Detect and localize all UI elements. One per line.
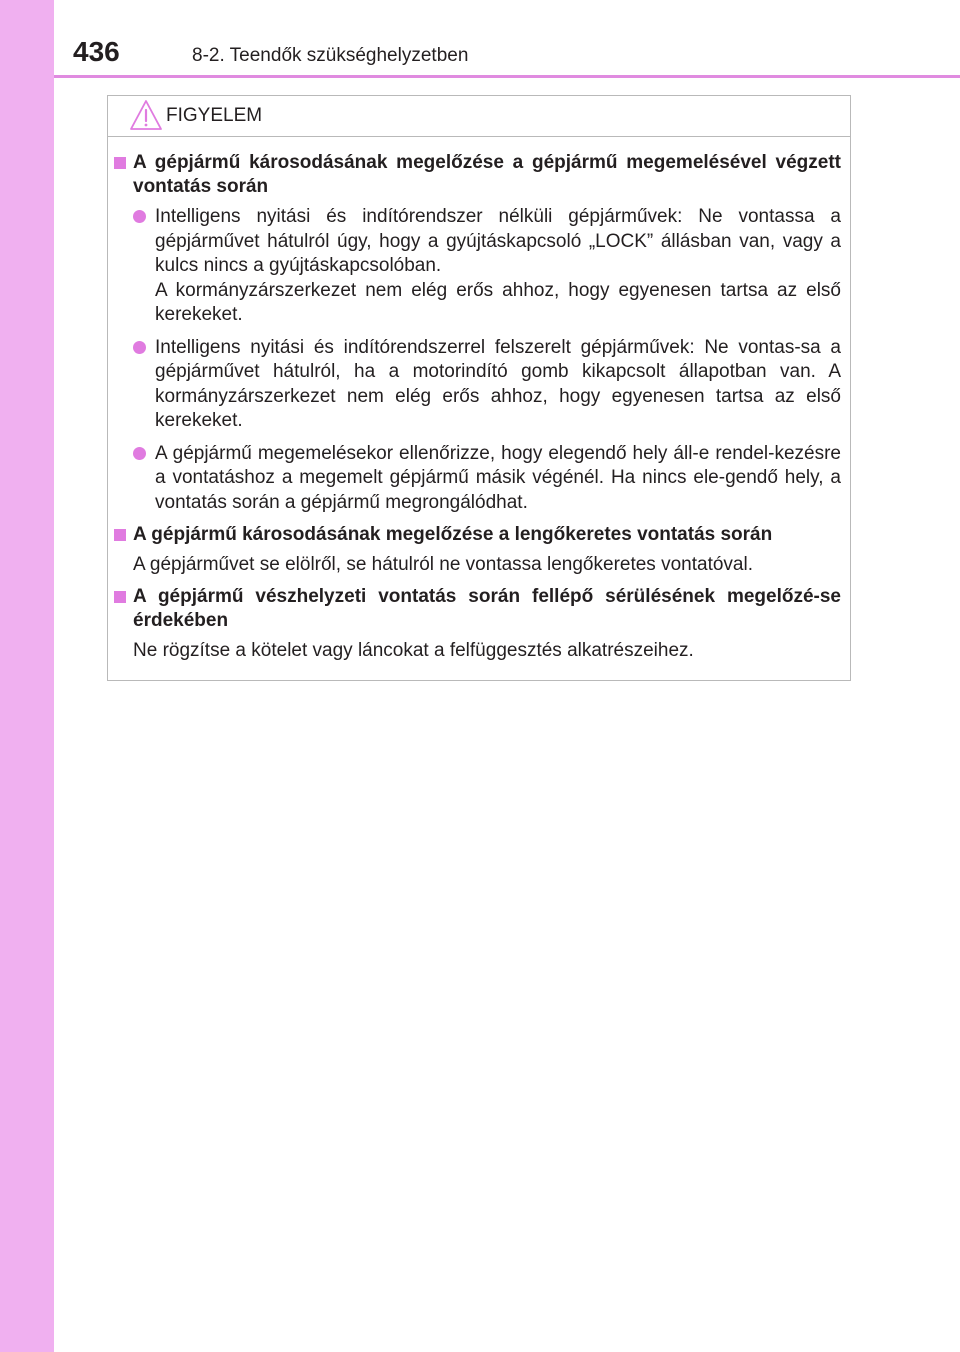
section-body: A gépjárművet se elölről, se hátulról ne vontassa lengőkeretes vontatóval. xyxy=(133,554,753,575)
round-bullet-icon xyxy=(133,447,146,460)
chapter-side-strip xyxy=(0,0,54,1352)
section-heading: A gépjármű károsodásának megelőzése a gépjármű megemelésével végzett vontatás során xyxy=(133,151,841,199)
page-number: 436 xyxy=(73,36,120,67)
item-paragraph: Intelligens nyitási és indítórendszer nélküli gépjárművek: Ne vontassa a gépjárművet hátulról úgy, hogy a gyújtáskapcsoló „LOCK” állásban van, vagy a kulcs nincs a gyújtáskapcsolóban. xyxy=(155,206,841,276)
square-bullet-icon xyxy=(114,529,126,541)
section-heading: A gépjármű károsodásának megelőzése a lengőkeretes vontatás során xyxy=(133,523,841,547)
section-body: Ne rögzítse a kötelet vagy láncokat a felfüggesztés alkatrészeihez. xyxy=(133,640,694,661)
list-item xyxy=(133,205,841,328)
item-paragraph: Intelligens nyitási és indítórendszerrel felszerelt gépjárművek: Ne vontas-sa a gépjárművet hátulról, ha a motorindító gomb kikapcsolt állapotban van. A kormányzárszerkezet nem elég erős ahhoz, hogy egyenesen tartsa az első kerekeket. xyxy=(155,336,841,431)
square-bullet-icon xyxy=(114,591,126,603)
warning-triangle-icon xyxy=(129,99,163,131)
section-title: 8-2. Teendők szükséghelyzetben xyxy=(192,45,469,66)
square-bullet-icon xyxy=(114,157,126,169)
section-heading: A gépjármű vészhelyzeti vontatás során fellépő sérülésének megelőzé-se érdekében xyxy=(133,585,841,633)
warning-label: FIGYELEM xyxy=(166,105,263,126)
item-paragraph: A kormányzárszerkezet nem elég erős ahhoz, hogy egyenesen tartsa az első kerekeket. xyxy=(155,279,841,325)
warning-section-sling-towing xyxy=(108,523,850,577)
round-bullet-icon xyxy=(133,210,146,223)
list-item xyxy=(133,442,841,516)
header-divider xyxy=(54,75,960,78)
warning-header xyxy=(108,96,850,137)
round-bullet-icon xyxy=(133,341,146,354)
warning-content xyxy=(108,151,850,671)
warning-section-vehicle-lift-towing xyxy=(108,151,850,515)
warning-section-emergency-towing xyxy=(108,585,850,663)
warning-box xyxy=(107,95,851,681)
list-item xyxy=(133,336,841,434)
item-paragraph: A gépjármű megemelésekor ellenőrizze, hogy elegendő hely áll-e rendel-kezésre a vontatáshoz a megemelt gépjármű másik végénél. Ha nincs ele-gendő hely, a vontatás során a gépjármű megrongálódhat. xyxy=(155,442,841,513)
